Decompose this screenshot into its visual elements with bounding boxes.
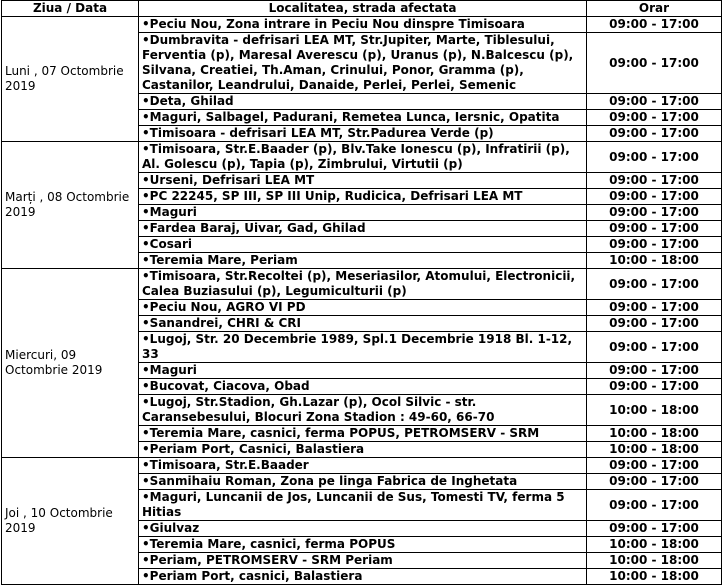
day-date-cell: Luni , 07 Octombrie 2019 — [2, 17, 139, 142]
time-cell: 09:00 - 17:00 — [587, 332, 722, 363]
table-row — [2, 458, 722, 474]
location-cell: •Sanandrei, CHRI & CRI — [139, 316, 587, 332]
day-date-cell: Miercuri, 09 Octombrie 2019 — [2, 269, 139, 458]
table-row — [2, 269, 722, 300]
time-cell: 09:00 - 17:00 — [587, 521, 722, 537]
table-row — [2, 17, 722, 33]
time-cell: 09:00 - 17:00 — [587, 474, 722, 490]
location-cell: •Peciu Nou, Zona intrare in Peciu Nou dinspre Timisoara — [139, 17, 587, 33]
day-date-cell: Joi , 10 Octombrie 2019 — [2, 458, 139, 585]
location-cell: •Timisoara, Str.E.Baader — [139, 458, 587, 474]
header-row — [2, 1, 722, 17]
location-cell: •Teremia Mare, Periam — [139, 253, 587, 269]
time-cell: 09:00 - 17:00 — [587, 379, 722, 395]
location-cell: •Giulvaz — [139, 521, 587, 537]
location-cell: •Maguri — [139, 363, 587, 379]
time-cell: 09:00 - 17:00 — [587, 142, 722, 173]
time-cell: 09:00 - 17:00 — [587, 490, 722, 521]
time-cell: 09:00 - 17:00 — [587, 110, 722, 126]
outage-schedule-table — [1, 0, 722, 585]
time-cell: 10:00 - 18:00 — [587, 395, 722, 426]
day-date-cell: Marți , 08 Octombrie 2019 — [2, 142, 139, 269]
location-cell: •Cosari — [139, 237, 587, 253]
time-cell: 09:00 - 17:00 — [587, 221, 722, 237]
location-cell: •Dumbravita - defrisari LEA MT, Str.Jupiter, Marte, Tiblesului, Ferventia (p), Maresal Averescu (p), Uranus (p), N.Balcescu (p), Silvana, Creatiei, Th.Aman, Crinului, Ponor, Gramma (p), Castanilor, Leandrului, Danaide, Perlei, Perlei, Semenic — [139, 33, 587, 94]
location-cell: •Maguri, Luncanii de Jos, Luncanii de Sus, Tomesti TV, ferma 5 Hitias — [139, 490, 587, 521]
time-cell: 10:00 - 18:00 — [587, 253, 722, 269]
header-time: Orar — [587, 1, 722, 17]
time-cell: 10:00 - 18:00 — [587, 537, 722, 553]
time-cell: 09:00 - 17:00 — [587, 126, 722, 142]
location-cell: •PC 22245, SP III, SP III Unip, Rudicica, Defrisari LEA MT — [139, 189, 587, 205]
location-cell: •Bucovat, Ciacova, Obad — [139, 379, 587, 395]
location-cell: •Teremia Mare, casnici, ferma POPUS, PETROMSERV - SRM — [139, 426, 587, 442]
time-cell: 09:00 - 17:00 — [587, 94, 722, 110]
time-cell: 09:00 - 17:00 — [587, 237, 722, 253]
location-cell: •Lugoj, Str. 20 Decembrie 1989, Spl.1 Decembrie 1918 Bl. 1-12, 33 — [139, 332, 587, 363]
time-cell: 09:00 - 17:00 — [587, 363, 722, 379]
time-cell: 10:00 - 18:00 — [587, 426, 722, 442]
location-cell: •Timisoara, Str.E.Baader (p), Blv.Take Ionescu (p), Infratirii (p), Al. Golescu (p), Tapia (p), Zimbrului, Virtutii (p) — [139, 142, 587, 173]
time-cell: 09:00 - 17:00 — [587, 173, 722, 189]
location-cell: •Urseni, Defrisari LEA MT — [139, 173, 587, 189]
time-cell: 10:00 - 18:00 — [587, 442, 722, 458]
header-day: Ziua / Data — [2, 1, 139, 17]
time-cell: 09:00 - 17:00 — [587, 189, 722, 205]
location-cell: •Deta, Ghilad — [139, 94, 587, 110]
location-cell: •Peciu Nou, AGRO VI PD — [139, 300, 587, 316]
location-cell: •Periam, PETROMSERV - SRM Periam — [139, 553, 587, 569]
location-cell: •Maguri — [139, 205, 587, 221]
table-row — [2, 142, 722, 173]
location-cell: •Timisoara, Str.Recoltei (p), Meseriasilor, Atomului, Electronicii, Calea Buziasului (p), Legumiculturii (p) — [139, 269, 587, 300]
time-cell: 09:00 - 17:00 — [587, 17, 722, 33]
location-cell: •Teremia Mare, casnici, ferma POPUS — [139, 537, 587, 553]
time-cell: 09:00 - 17:00 — [587, 316, 722, 332]
time-cell: 09:00 - 17:00 — [587, 458, 722, 474]
location-cell: •Maguri, Salbagel, Padurani, Remetea Lunca, Iersnic, Opatita — [139, 110, 587, 126]
time-cell: 10:00 - 18:00 — [587, 553, 722, 569]
location-cell: •Fardea Baraj, Uivar, Gad, Ghilad — [139, 221, 587, 237]
header-location: Localitatea, strada afectata — [139, 1, 587, 17]
location-cell: •Periam Port, Casnici, Balastiera — [139, 442, 587, 458]
table-header — [2, 1, 722, 17]
location-cell: •Timisoara - defrisari LEA MT, Str.Padurea Verde (p) — [139, 126, 587, 142]
time-cell: 09:00 - 17:00 — [587, 33, 722, 94]
time-cell: 09:00 - 17:00 — [587, 300, 722, 316]
location-cell: •Periam Port, casnici, Balastiera — [139, 569, 587, 585]
location-cell: •Sanmihaiu Roman, Zona pe linga Fabrica de Inghetata — [139, 474, 587, 490]
location-cell: •Lugoj, Str.Stadion, Gh.Lazar (p), Ocol Silvic - str. Caransebesului, Blocuri Zona Stadion : 49-60, 66-70 — [139, 395, 587, 426]
time-cell: 10:00 - 18:00 — [587, 569, 722, 585]
table-body — [2, 17, 722, 585]
time-cell: 09:00 - 17:00 — [587, 269, 722, 300]
time-cell: 09:00 - 17:00 — [587, 205, 722, 221]
